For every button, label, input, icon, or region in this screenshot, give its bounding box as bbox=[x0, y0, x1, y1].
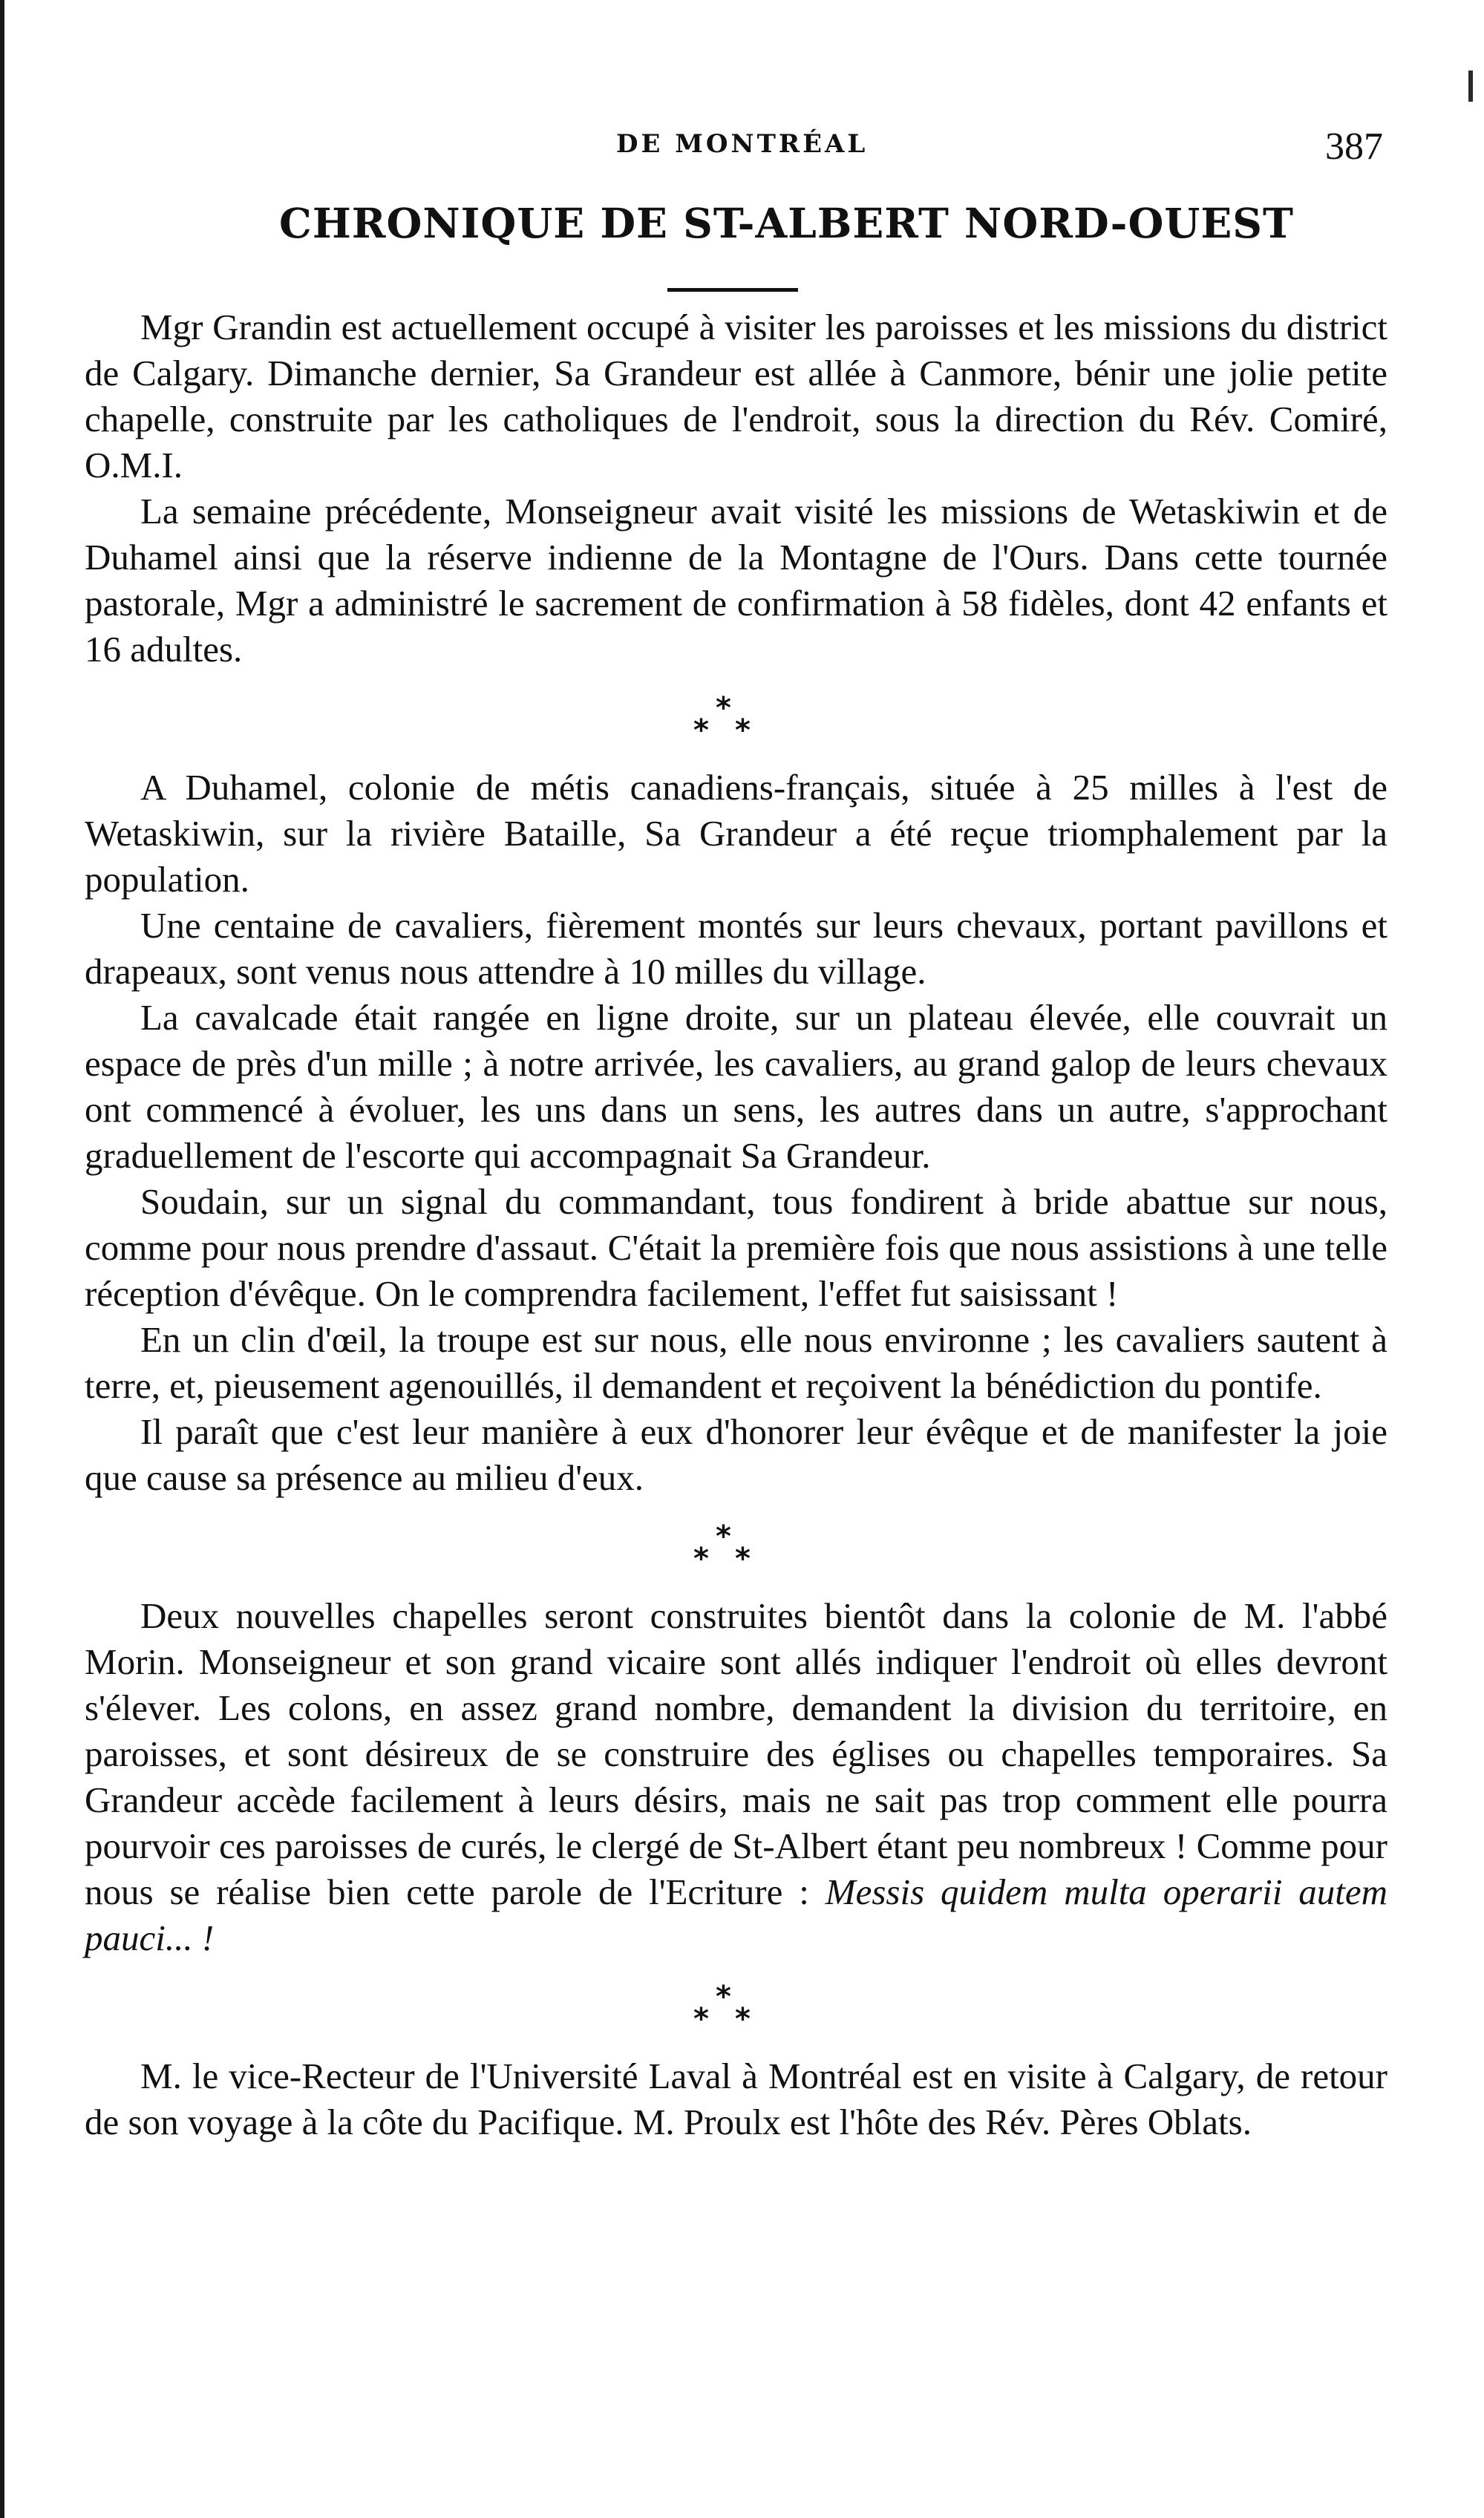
asterism-separator-3 bbox=[85, 1961, 1387, 2053]
asterism-icon: * * * bbox=[693, 691, 751, 748]
asterism-icon: * * * bbox=[693, 1980, 751, 2036]
paragraph-7: En un clin d'œil, la troupe est sur nous, elle nous environne ; les cavaliers sautent à terre, et, pieusement agenouillés, il demandent et reçoivent la bénédiction du pontife. bbox=[85, 1319, 1387, 1406]
running-header bbox=[0, 125, 1484, 169]
asterism-icon: * * * bbox=[693, 1520, 751, 1576]
chronicle-title: CHRONIQUE DE ST-ALBERT NORD-OUEST bbox=[279, 199, 1294, 247]
asterism-separator-2 bbox=[85, 1501, 1387, 1593]
paragraph-5: La cavalcade était rangée en ligne droite, sur un plateau élevée, elle couvrait un espace de près d'un mille ; à notre arrivée, les cavaliers, au grand galop de leurs chevaux ont commencé à évoluer, les uns dans un sens, les autres dans un autre, s'approchant graduellement de l'escorte qui accompagnait Sa Grandeur. bbox=[85, 997, 1387, 1176]
paragraph-9-text: Deux nouvelles chapelles seront construites bientôt dans la colonie de M. l'abbé Morin. Monseigneur et son grand vicaire sont allés indiquer l'endroit où elles devront s'élever. Les colons, en assez grand nombre, demandent la division du territoire, en paroisses, et sont désireux de se construire des églises ou chapelles temporaires. Sa Grandeur accède facilement à leurs désirs, mais ne sait pas trop comment elle pourra pourvoir ces paroisses de curés, le clergé de St-Albert étant peu nombreux ! Comme pour nous se réalise bien cette parole de l'Ecriture : bbox=[85, 1595, 1387, 1912]
title-rule bbox=[667, 288, 798, 292]
paragraph-8: Il paraît que c'est leur manière à eux d'honorer leur évêque et de manifester la joie que cause sa présence au milieu d'eux. bbox=[85, 1411, 1387, 1498]
paragraph-3: A Duhamel, colonie de métis canadiens-français, située à 25 milles à l'est de Wetaskiwin, sur la rivière Bataille, Sa Grandeur a été reçue triomphalement par la population. bbox=[85, 767, 1387, 900]
page-number: 387 bbox=[1325, 125, 1383, 168]
paragraph-1: Mgr Grandin est actuellement occupé à visiter les paroisses et les missions du district de Calgary. Dimanche dernier, Sa Grandeur est allée à Canmore, bénir une jolie petite chapelle, construite par les catholiques de l'endroit, sous la direction du Rév. Comiré, O.M.I. bbox=[85, 307, 1387, 485]
page-edge bbox=[0, 0, 4, 2518]
paragraph-4: Une centaine de cavaliers, fièrement montés sur leurs chevaux, portant pavillons et drapeaux, sont venus nous attendre à 10 milles du village. bbox=[85, 905, 1387, 992]
latin-quotation: Messis quidem multa operarii autem pauci... ! bbox=[85, 1871, 1387, 1958]
article-body bbox=[85, 304, 1387, 2145]
paragraph-9 bbox=[85, 1593, 1387, 1961]
paragraph-6: Soudain, sur un signal du commandant, tous fondirent à bride abattue sur nous, comme pour nous prendre d'assaut. C'était la première fois que nous assistions à une telle réception d'évêque. On le comprendra facilement, l'effet fut saisissant ! bbox=[85, 1181, 1387, 1314]
asterism-separator-1 bbox=[85, 673, 1387, 765]
running-title: DE MONTRÉAL bbox=[616, 129, 869, 159]
paragraph-2: La semaine précédente, Monseigneur avait visité les missions de Wetaskiwin et de Duhamel ainsi que la réserve indienne de la Montagne de l'Ours. Dans cette tournée pastorale, Mgr a administré le sacrement de confirmation à 58 fidèles, dont 42 enfants et 16 adultes. bbox=[85, 491, 1387, 670]
scan-mark bbox=[1468, 71, 1473, 102]
paragraph-10: M. le vice-Recteur de l'Université Laval à Montréal est en visite à Calgary, de retour de son voyage à la côte du Pacifique. M. Proulx est l'hôte des Rév. Pères Oblats. bbox=[85, 2056, 1387, 2142]
